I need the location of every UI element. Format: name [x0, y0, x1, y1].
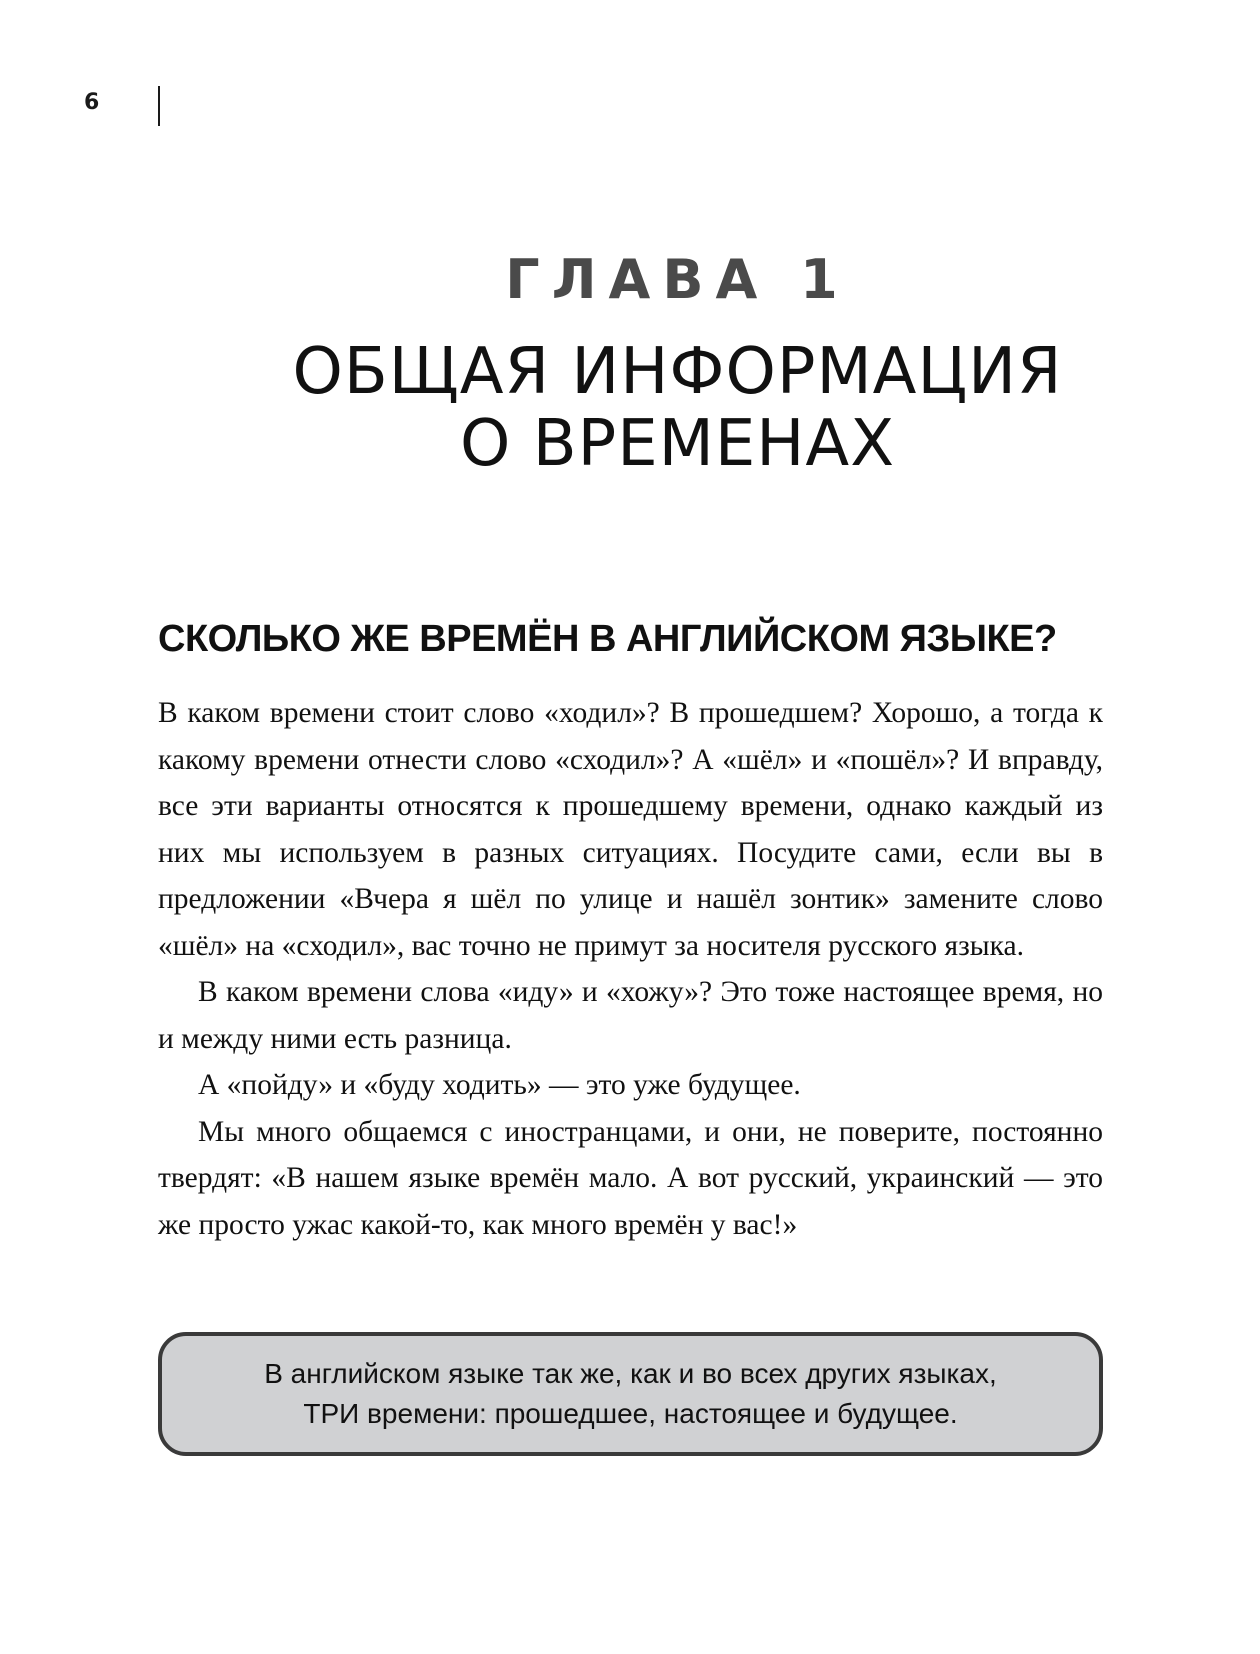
paragraph: В каком времени слова «иду» и «хожу»? Это тоже настоящее время, но и между ними есть разница.	[158, 976, 1103, 1055]
chapter-title	[0, 336, 1260, 480]
callout-box	[158, 1332, 1103, 1456]
paragraph: Мы много общаемся с иностранцами, и они, не поверите, постоянно твердят: «В нашем языке времён мало. А вот русский, украинский — это же просто ужас какой-то, как много времён у вас!»	[158, 1115, 1103, 1241]
chapter-title-line-1: ОБЩАЯ ИНФОРМАЦИЯ	[292, 335, 1063, 409]
callout-line-2: ТРИ времени: прошедшее, настоящее и будущее.	[303, 1398, 958, 1429]
page-number: 6	[84, 90, 100, 115]
section-heading: СКОЛЬКО ЖЕ ВРЕМЁН В АНГЛИЙСКОМ ЯЗЫКЕ?	[158, 618, 1057, 660]
paragraph: А «пойду» и «буду ходить» — это уже будущее.	[198, 1069, 801, 1101]
paragraph: В каком времени стоит слово «ходил»? В прошедшем? Хорошо, а тогда к какому времени отнести слово «сходил»? А «шёл» и «пошёл»? И вправду, все эти варианты относятся к прошедшему времени, однако каждый из них мы используем в разных ситуациях. Посудите сами, если вы в предложении «Вчера я шёл по улице и нашёл зонтик» замените слово «шёл» на «сходил», вас точно не примут за носителя русского языка.	[158, 697, 1103, 962]
page-number-divider	[158, 86, 160, 126]
chapter-label: ГЛАВА 1	[505, 248, 850, 311]
chapter-title-line-2: О ВРЕМЕНАХ	[459, 407, 896, 481]
callout-line-1: В английском языке так же, как и во всех других языках,	[264, 1358, 997, 1389]
body-text	[158, 690, 1103, 1248]
